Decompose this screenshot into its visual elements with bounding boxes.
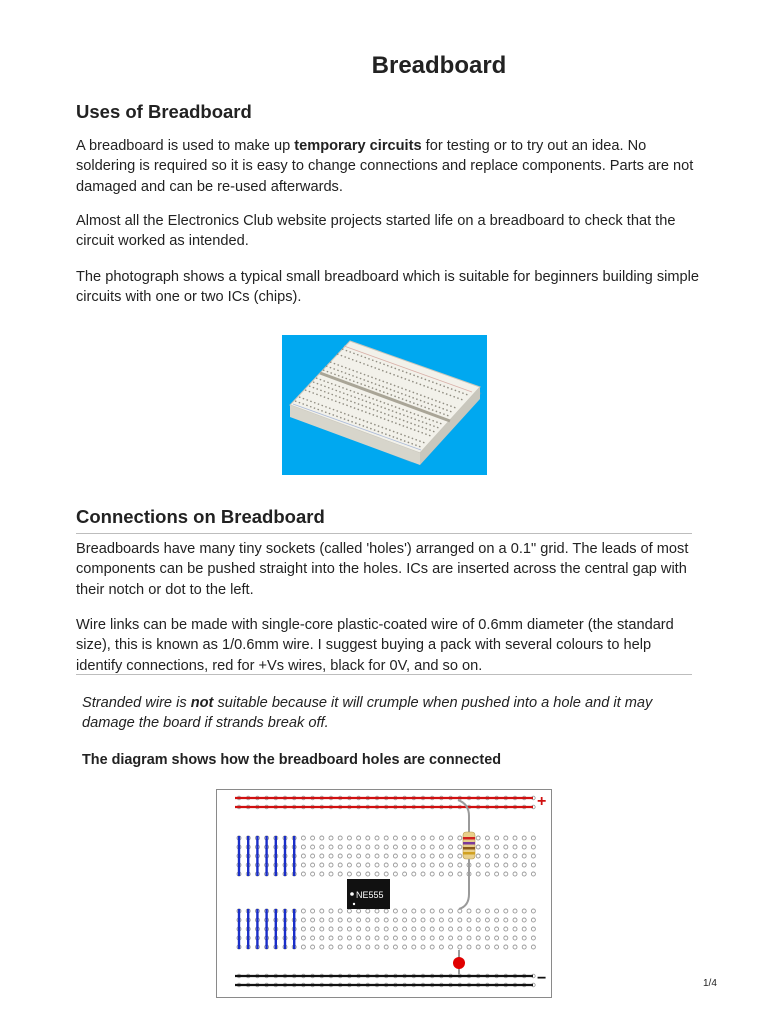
note-text: Stranded wire is — [82, 695, 191, 711]
breadboard-diagram-svg — [217, 790, 551, 997]
note-stranded-wire — [82, 693, 702, 734]
paragraph-connections-2: Wire links can be made with single-core plastic-coated wire of 0.6mm diameter (the standard size), this is known as 1/0.6mm wire. I suggest buying a pack with several colours to help identify connections, red for +Vs wires, black for 0V, and so on. — [76, 617, 674, 674]
ic-notch-dot — [350, 892, 354, 896]
paragraph-connections-1: Breadboards have many tiny sockets (called 'holes') arranged on a 0.1" grid. The leads of most components can be pushed straight into the holes. ICs are inserted across the central gap with their notch or dot to the left. — [76, 541, 689, 598]
section-heading-uses: Uses of Breadboard — [76, 101, 252, 122]
paragraph-text: A breadboard is used to make up — [76, 138, 295, 154]
paragraph-uses-1 — [76, 136, 701, 197]
connected-strips — [239, 836, 294, 949]
section-heading-connections: Connections on Breadboard — [76, 506, 325, 527]
breadboard-photo-drawing — [282, 335, 487, 475]
note-rule — [76, 674, 692, 675]
plus-sign: + — [537, 793, 547, 810]
diagram-caption: The diagram shows how the breadboard holes are connected — [82, 752, 502, 768]
emphasis-not: not — [190, 695, 214, 711]
breadboard-photo — [282, 335, 487, 475]
paragraph-uses-3: The photograph shows a typical small breadboard which is suitable for beginners building simple circuits with one or two ICs (chips). — [76, 269, 700, 306]
ic-chip-label: NE555 — [356, 890, 384, 900]
ic-pin1-dot — [353, 903, 355, 905]
paragraph-uses-2: Almost all the Electronics Club website projects started life on a breadboard to check that the circuit worked as intended. — [76, 213, 676, 250]
page-title: Breadboard — [371, 52, 507, 79]
resistor — [463, 832, 475, 859]
minus-sign: − — [537, 970, 547, 987]
emphasis-temporary-circuits: temporary circuits — [294, 138, 422, 154]
paragraph-text: for testing or to try out an idea. No soldering is required so it is easy to change connections and replace components. Parts are not damaged and can be re-used afterwards. — [76, 138, 694, 195]
note-text: suitable because it will crumple when pushed into a hole and it may damage the board if strands break off. — [82, 695, 653, 732]
led — [453, 957, 465, 969]
page-number: 1/4 — [703, 978, 717, 989]
heading-rule — [76, 533, 692, 534]
breadboard-diagram — [216, 789, 552, 998]
